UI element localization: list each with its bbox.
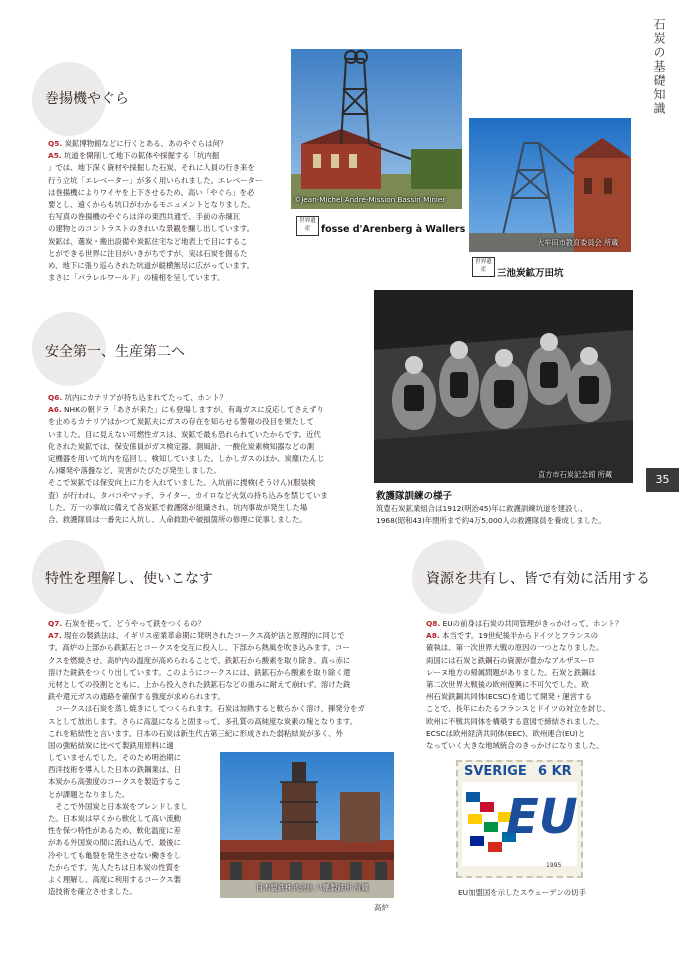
- a8-label: A8.: [426, 631, 440, 641]
- a6-line: を止めるカナリアはかつて炭鉱夫にガスの存在を知らせる警報の役目を果たして: [48, 417, 314, 427]
- headframe-illustration: [291, 49, 462, 209]
- a8-line: 欧州に不戦共同体を構築する意図で締結されました。: [426, 716, 604, 726]
- section2-body: [48, 392, 368, 526]
- world-heritage-badge-text: 世界遺産: [475, 259, 492, 273]
- a7-line: していませんでした。そのため明治期に: [48, 753, 182, 762]
- q8-text: EUの前身は石炭の共同管理がきっかけって、ホント？: [442, 619, 623, 628]
- a7-line: とが課題となりました。: [48, 789, 130, 799]
- photo4-credit: 日本製鉄株式会社 八幡製鉄所 所蔵: [256, 883, 369, 892]
- section1-title: 巻揚機やぐら: [45, 91, 129, 107]
- section4-title: 資源を共有し、皆で有効に活用する: [426, 571, 650, 587]
- q7-text: 石炭を使って、どうやって鉄をつくるの？: [64, 619, 205, 628]
- blast-furnace-illustration: [220, 752, 394, 898]
- a7-line: 現在の製鉄法は、イギリス産業革命期に発明されたコークス高炉法と原理的に同じで: [64, 631, 345, 641]
- section3-body: [48, 618, 408, 752]
- a7-line: 冷やしても亀裂を発生させない働きをし: [48, 850, 182, 860]
- a6-line: いました。目に見えない可燃性ガスは、炭鉱で最も恐れられていたからです。近代: [48, 429, 321, 439]
- photo2-credit: 大牟田市教育委員会 所蔵: [537, 238, 619, 247]
- a6-line: 合、救護隊員は一番先に入坑し、人命救助や破損箇所の修理に従事しました。: [48, 515, 307, 525]
- a7-line: よく理解し、高度に利用するコークス製: [48, 875, 181, 885]
- a5-line: め、地下に張り巡らされた坑道が縦横無尽に広がっています。: [48, 261, 255, 271]
- a7-line: 溶けた銑鉄をつくり出しています。このようにコークスには、鉄鉱石から酸素を取り除く還: [48, 667, 351, 677]
- world-heritage-badge-2: [472, 257, 495, 277]
- a7-line: す。高炉の上部から鉄鉱石とコークスを交互に投入し、下部から熱風を吹き込みます。コー: [48, 643, 350, 653]
- a7-line: クスを燃焼させ、高炉内の温度が高められることで、鉄鉱石から酸素を取り除き、真っ赤に: [48, 655, 351, 665]
- stamp-year: 1995: [546, 862, 562, 869]
- a6-line: ん)爆発や落盤など、災害がたびたび発生しました。: [48, 466, 221, 476]
- a8-line: ことで、長年にわたるフランスとドイツの対立を封じ、: [426, 704, 611, 714]
- a6-line: した。万一の事故に備えて各炭鉱で救護隊が組織され、坑内事故が発生した場: [48, 502, 308, 512]
- a6-line: 査）が行われ、タバコやマッチ、ライター、カイロなど火気の持ち込みを禁じていま: [48, 490, 328, 500]
- q6-text: 坑内にカナリアが持ち込まれてたって、ホント？: [64, 393, 228, 402]
- a6-line: そこで炭鉱では保安向上に力を入れていました。入坑前に捜検(そうけん)(服装検: [48, 478, 316, 488]
- a5-label: A5.: [48, 151, 62, 161]
- vertical-running-title: 石炭の基礎知識: [652, 18, 666, 116]
- a7-line: 元材としての役割とともに、上から投入された鉄鉱石などの重みに耐えて崩れず、溶けた銑: [48, 680, 351, 690]
- photo1-credit: ©Jean-Michel André-Mission Bassin Minier: [294, 195, 446, 204]
- a5-line: 」では、地下深く資材や採掘した石炭、それに人員の行き来を: [48, 163, 255, 173]
- world-heritage-badge-1: [296, 216, 319, 236]
- a6-line: NHKの朝ドラ「あさが来た」にも登場しますが、有毒ガスに反応してさえずり: [64, 405, 324, 415]
- a7-line: 性を保つ特性があるため、軟化温度に差: [48, 826, 181, 836]
- a5-line: 右写真の巻揚機のやぐらは洋の東西共通で、手前の赤煉瓦: [48, 212, 241, 222]
- a8-line: 両国には石炭と鉄鋼石の資源が豊かなアルザスーロ: [426, 655, 596, 665]
- manda-pit-illustration: [469, 118, 631, 252]
- photo-manda-pit: [469, 118, 631, 252]
- photo2-caption: 三池炭鉱万田坑: [497, 268, 564, 279]
- section1-body: [48, 138, 288, 284]
- section3-body-narrow: [48, 752, 213, 898]
- a5-line: まさに「パラレルワールド」の様相を呈しています。: [48, 273, 225, 283]
- a7-label: A7.: [48, 631, 62, 641]
- a7-line: がある外国炭の間に流れ込んで、最後に: [48, 838, 181, 848]
- q7-label: Q7.: [48, 619, 63, 628]
- a8-line: 確執は、第一次世界大戦の原因の一つとなりました。: [426, 643, 604, 653]
- photo3-credit: 直方市石炭記念館 所蔵: [538, 470, 613, 479]
- photo-rescue-training: [374, 290, 633, 483]
- a8-line: 州石炭鉄鋼共同体(ECSC)を通じて開発・運営する: [426, 692, 592, 702]
- q5-text: 炭鉱博物館などに行くとある、あのやぐらは何？: [64, 139, 228, 148]
- a6-label: A6.: [48, 405, 62, 415]
- a5-line: とができる世界に注目がいきがちですが、実は石炭を掘るた: [48, 248, 248, 258]
- section2-title: 安全第一、生産第二へ: [45, 344, 185, 360]
- photo3-desc-line: 1968(昭和43)年閉所まで約4万5,000人の救護隊員を養成しました。: [376, 516, 606, 525]
- a7-line: そこで外国炭と日本炭をブレンドしまし: [48, 801, 188, 811]
- stamp-value: 6 KR: [538, 764, 572, 779]
- page-number: 35: [646, 468, 679, 492]
- photo3-caption: 救護隊訓練の様子: [376, 491, 453, 502]
- a5-line: 要とし、遠くからも坑口がわかるモニュメントとなりました。: [48, 200, 255, 210]
- a6-line: 定機器を用いて坑内を巡回し、検知していました。しかしガスのほか、炭塵(たんじ: [48, 454, 325, 464]
- a6-line: 化された炭鉱では、保安係員がガス検定器、測風計、一酸化炭素検知器などの測: [48, 441, 315, 451]
- q6-label: Q6.: [48, 393, 63, 402]
- photo3-desc-line: 筑豊石炭鉱業組合は1912(明治45)年に救護訓練坑道を建設し、: [376, 504, 588, 513]
- stamp-caption: EU加盟国を示したスウェーデンの切手: [458, 888, 586, 897]
- a7-line: 造技術を確立させました。: [48, 887, 137, 897]
- a5-line: の建物とのコントラストのきれいな景観を醸し出しています。: [48, 224, 255, 234]
- a7-line: 本炭から高強度のコークスを製造するこ: [48, 777, 181, 787]
- stamp-country: SVERIGE: [464, 764, 527, 779]
- photo1-caption: fosse d'Arenberg à Wallers: [321, 224, 466, 235]
- a7-line: これを粘結性と言います。日本の石炭は新生代古第三紀に形成された弱粘結炭が多く、外: [48, 728, 343, 738]
- a7-line: たからです。先人たちは日本炭の性質を: [48, 862, 181, 872]
- a5-line: は巻揚機によりワイヤを上下させるため、高い「やぐら」を必: [48, 187, 255, 197]
- stamp-letters: EU: [506, 789, 578, 845]
- q8-label: Q8.: [426, 619, 441, 628]
- a5-line: 坑道を開削して地下の鉱体や採掘する「坑内掘: [64, 151, 220, 161]
- a8-line: 第二次世界大戦後の欧州復興に不可欠でした。欧: [426, 680, 589, 690]
- a8-line: 本当です。19世紀後半からドイツとフランスの: [442, 631, 599, 641]
- a7-line: 国の強粘結炭に比べて製鉄用原料に適: [48, 741, 174, 751]
- a7-line: 西洋技術を導入した日本の鉄鋼業は、日: [48, 765, 182, 775]
- a7-line: 鉄や還元ガスの通路を確保する強度が求められます。: [48, 692, 225, 702]
- photo-arenberg-headframe: [291, 49, 462, 209]
- rescue-training-illustration: [374, 290, 633, 483]
- photo-blast-furnace: [220, 752, 394, 898]
- world-heritage-badge-text: 世界遺産: [299, 218, 316, 232]
- a8-line: レーヌ地方の帰属問題がありました。石炭と鉄鋼は: [426, 667, 596, 677]
- a7-line: スとして放出します。さらに高温になると固まって、多孔質の高純度な炭素の塊となります。: [48, 716, 358, 726]
- q5-label: Q5.: [48, 139, 63, 148]
- a5-line: 行う立坑「エレベーター」が多く用いられました。エレベーター: [48, 175, 263, 185]
- swedish-eu-stamp: [456, 760, 583, 878]
- a8-line: ECSCは欧州経済共同体(EEC)、欧州連合(EU)と: [426, 728, 586, 738]
- a5-line: 炭鉱は、選炭・搬出設備や炭鉱住宅など地表上で目にするこ: [48, 236, 248, 246]
- a7-line: コークスは石炭を蒸し焼きにしてつくられます。石炭は加熱すると軟らかく溶け、揮発分をガ: [48, 704, 365, 714]
- section4-body: [426, 618, 641, 752]
- a8-line: なっていく大きな地域統合のきっかけになりました。: [426, 741, 604, 751]
- a7-line: た。日本炭は早くから軟化して高い流動: [48, 814, 182, 824]
- photo4-caption: 高炉: [374, 903, 389, 912]
- section3-title: 特性を理解し、使いこなす: [45, 571, 213, 587]
